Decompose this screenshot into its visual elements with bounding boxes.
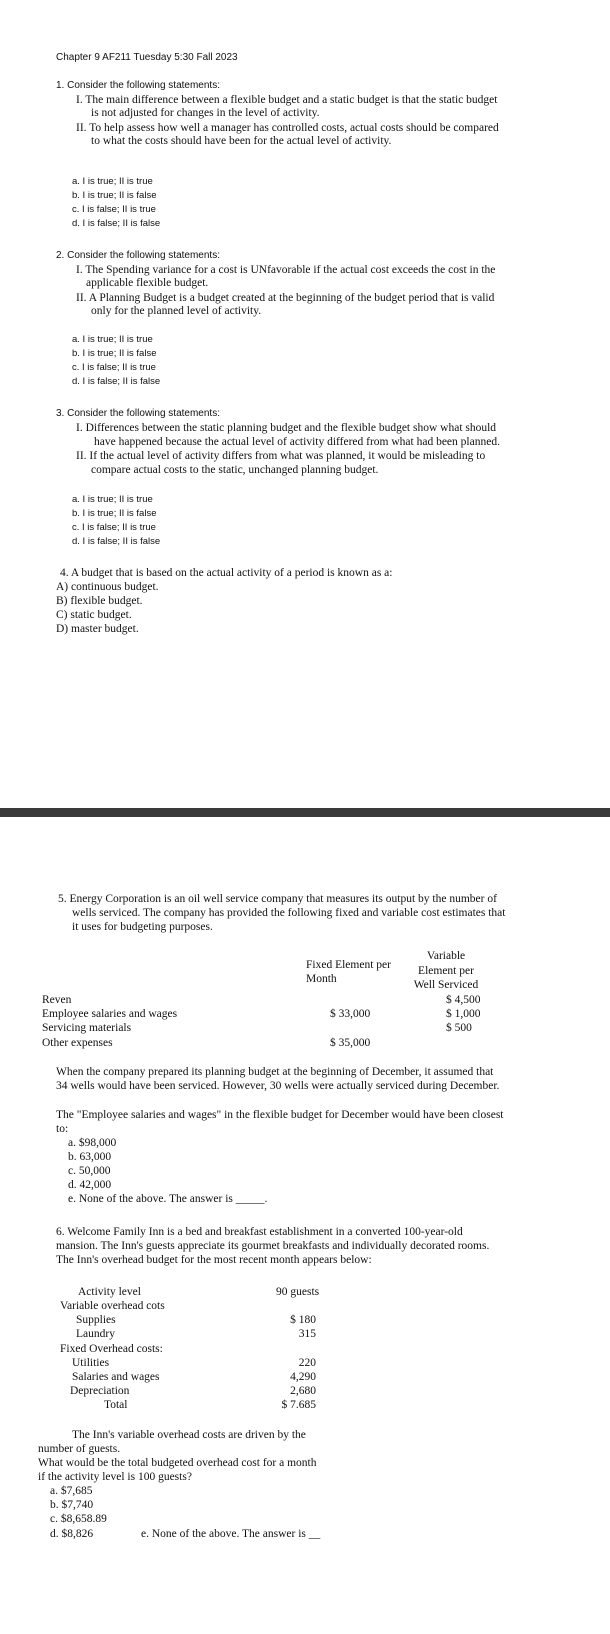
q6-fixed-header: Fixed Overhead costs: <box>60 1343 163 1355</box>
q5-paragraph-2: The "Employee salaries and wages" in the flexible budget for December would have been closest <box>56 1109 504 1121</box>
q2-statement-2: II. A Planning Budget is a budget created at the beginning of the budget period that is valid <box>76 292 495 304</box>
q1-option-c[interactable]: c. I is false; II is true <box>72 204 156 215</box>
q4-option-b[interactable]: B) flexible budget. <box>56 595 143 607</box>
q2-statement-1: I. The Spending variance for a cost is UNfavorable if the actual cost exceeds the cost in the <box>76 264 496 276</box>
q4-option-d[interactable]: D) master budget. <box>56 623 139 635</box>
q6-option-d[interactable]: d. $8,826 <box>50 1528 94 1540</box>
q5-stem-line-3: it uses for budgeting purposes. <box>72 921 213 933</box>
q1-stem: 1. Consider the following statements: <box>56 80 220 91</box>
q6-option-c[interactable]: c. $8,658.89 <box>50 1513 107 1525</box>
q5-row-label: Other expenses <box>42 1037 113 1049</box>
q5-row-fixed: $ 33,000 <box>330 1008 371 1020</box>
q6-activity-label: Activity level <box>78 1286 141 1298</box>
q5-stem-line-2: wells serviced. The company has provided the following fixed and variable cost estimates that <box>72 907 506 919</box>
q5-option-e[interactable]: e. None of the above. The answer is _____. <box>68 1193 268 1205</box>
q6-stem-line-1: 6. Welcome Family Inn is a bed and breakfast establishment in a converted 100-year-old <box>56 1226 463 1238</box>
q5-col-fixed-header-2: Month <box>306 973 337 985</box>
q6-activity-value: 90 guests <box>276 1286 320 1298</box>
q1-statement-1-cont: is not adjusted for changes in the level of activity. <box>91 107 320 119</box>
q6-stem-line-3: The Inn's overhead budget for the most recent month appears below: <box>56 1254 372 1266</box>
q3-option-a[interactable]: a. I is true; II is true <box>72 494 153 505</box>
q6-option-a[interactable]: a. $7,685 <box>50 1485 93 1497</box>
q3-statement-1: I. Differences between the static planning budget and the flexible budget show what should <box>76 422 497 434</box>
q3-statement-2-cont: compare actual costs to the static, unchanged planning budget. <box>91 464 379 476</box>
q6-supplies-label: Supplies <box>76 1314 116 1326</box>
q5-row-fixed: $ 35,000 <box>330 1037 371 1049</box>
page-divider <box>0 808 610 817</box>
q1-statement-2-cont: to what the costs should have been for the actual level of activity. <box>91 135 392 147</box>
page-title: Chapter 9 AF211 Tuesday 5:30 Fall 2023 <box>56 52 238 63</box>
q6-utilities-value: 220 <box>298 1357 316 1369</box>
q3-stem: 3. Consider the following statements: <box>56 408 220 419</box>
q3-statement-2: II. If the actual level of activity differs from what was planned, it would be misleading to <box>76 450 486 462</box>
q6-depreciation-value: 2,680 <box>290 1385 316 1397</box>
q3-option-b[interactable]: b. I is true; II is false <box>72 508 157 519</box>
q5-row-label: Reven <box>42 994 72 1006</box>
q5-col-fixed-header-1: Fixed Element per <box>306 959 391 971</box>
q6-laundry-label: Laundry <box>76 1328 115 1340</box>
q2-statement-1-cont: applicable flexible budget. <box>86 277 209 289</box>
q5-option-c[interactable]: c. 50,000 <box>68 1165 111 1177</box>
q5-paragraph-2-cont: to: <box>56 1123 69 1135</box>
q6-option-b[interactable]: b. $7,740 <box>50 1499 94 1511</box>
q1-option-d[interactable]: d. I is false; II is false <box>72 218 161 229</box>
q5-row-variable: $ 500 <box>446 1022 472 1034</box>
q5-option-d[interactable]: d. 42,000 <box>68 1179 112 1191</box>
q6-total-label: Total <box>104 1399 128 1411</box>
q5-paragraph-1-cont: 34 wells would have been serviced. However, 30 wells were actually serviced during December. <box>56 1080 500 1092</box>
q5-option-a[interactable]: a. $98,000 <box>68 1137 117 1149</box>
q3-option-d[interactable]: d. I is false; II is false <box>72 536 161 547</box>
q5-stem-line-1: 5. Energy Corporation is an oil well service company that measures its output by the number of <box>58 893 497 905</box>
q6-salaries-value: 4,290 <box>290 1371 316 1383</box>
q3-option-c[interactable]: c. I is false; II is true <box>72 522 156 533</box>
q5-paragraph-1: When the company prepared its planning budget at the beginning of December, it assumed that <box>56 1066 494 1078</box>
q2-option-c[interactable]: c. I is false; II is true <box>72 362 156 373</box>
q5-option-b[interactable]: b. 63,000 <box>68 1151 112 1163</box>
q6-paragraph-2-cont: if the activity level is 100 guests? <box>38 1471 192 1483</box>
q5-col-variable-header-1: Variable <box>426 950 466 962</box>
q5-row-label: Employee salaries and wages <box>42 1008 178 1020</box>
q5-col-variable-header-2: Element per <box>418 965 474 977</box>
q2-option-a[interactable]: a. I is true; II is true <box>72 334 153 345</box>
q1-statement-1: I. The main difference between a flexible budget and a static budget is that the static budget <box>76 94 498 106</box>
q3-statement-1-cont: have happened because the actual level of activity differed from what had been planned. <box>94 436 500 448</box>
q2-option-b[interactable]: b. I is true; II is false <box>72 348 157 359</box>
q6-option-e[interactable]: e. None of the above. The answer is __ <box>141 1528 321 1540</box>
q6-supplies-value: $ 180 <box>290 1314 316 1326</box>
q6-stem-line-2: mansion. The Inn's guests appreciate its gourmet breakfasts and individually decorated rooms. <box>56 1240 490 1252</box>
q1-option-a[interactable]: a. I is true; II is true <box>72 176 153 187</box>
q1-option-b[interactable]: b. I is true; II is false <box>72 190 157 201</box>
q5-row-label: Servicing materials <box>42 1022 132 1034</box>
q6-total-value: $ 7.685 <box>281 1399 316 1411</box>
q4-option-a[interactable]: A) continuous budget. <box>56 581 159 593</box>
q5-row-variable: $ 4,500 <box>446 994 481 1006</box>
q2-statement-2-cont: only for the planned level of activity. <box>91 305 262 317</box>
q4-option-c[interactable]: C) static budget. <box>56 609 132 621</box>
q1-statement-2: II. To help assess how well a manager has controlled costs, actual costs should be compared <box>76 122 499 134</box>
q5-col-variable-header-3: Well Serviced <box>413 979 479 991</box>
q6-paragraph-1-cont: number of guests. <box>38 1443 121 1455</box>
q5-row-variable: $ 1,000 <box>446 1008 481 1020</box>
q6-variable-header: Variable overhead cots <box>60 1300 165 1312</box>
q2-stem: 2. Consider the following statements: <box>56 250 220 261</box>
q2-option-d[interactable]: d. I is false; II is false <box>72 376 161 387</box>
q6-laundry-value: 315 <box>298 1328 316 1340</box>
q6-paragraph-2: What would be the total budgeted overhead cost for a month <box>38 1457 317 1469</box>
q6-utilities-label: Utilities <box>72 1357 110 1369</box>
q4-stem: 4. A budget that is based on the actual activity of a period is known as a: <box>60 567 393 579</box>
q6-paragraph-1: The Inn's variable overhead costs are driven by the <box>72 1429 306 1441</box>
q6-salaries-label: Salaries and wages <box>72 1371 160 1383</box>
q6-depreciation-label: Depreciation <box>70 1385 130 1397</box>
